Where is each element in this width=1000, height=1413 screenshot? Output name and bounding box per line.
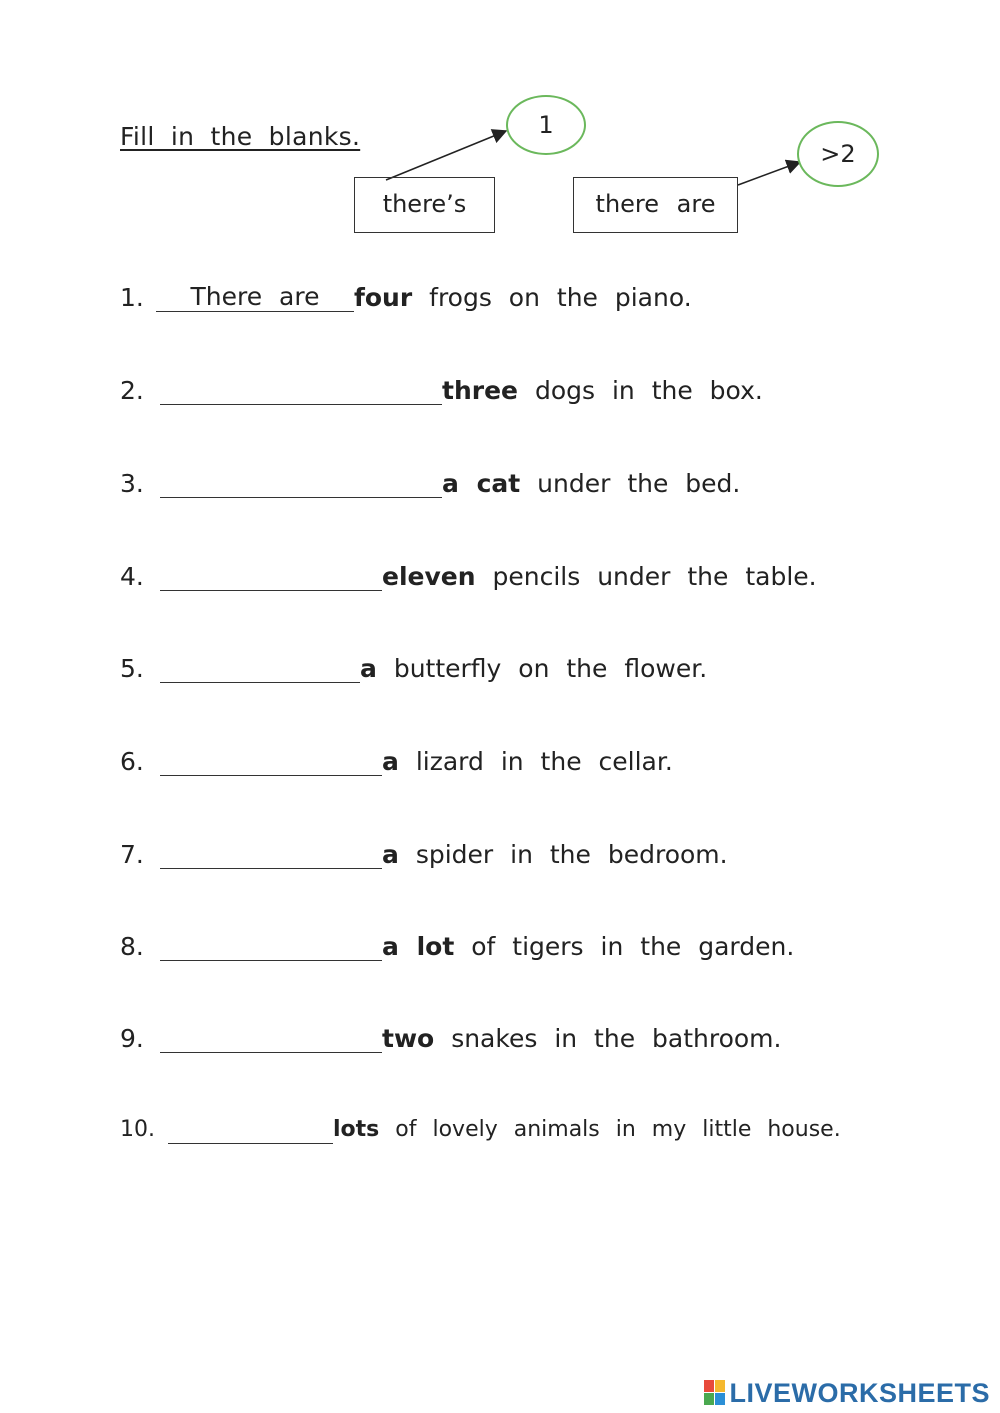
arrow-thereare-to-more: [738, 162, 800, 185]
list-item: [120, 371, 763, 411]
item-keyword: a: [382, 747, 399, 776]
word-box-there-are: there are: [573, 177, 738, 233]
item-text: of lovely animals in my little house.: [395, 1117, 841, 1142]
logo-blocks-icon: [704, 1380, 726, 1406]
answer-blank[interactable]: [160, 1023, 382, 1053]
item-text: dogs in the box.: [534, 376, 763, 405]
item-text: snakes in the bathroom.: [451, 1024, 782, 1053]
answer-blank[interactable]: [160, 746, 382, 776]
item-number: 10.: [120, 1117, 155, 1142]
item-number: 3.: [120, 469, 144, 498]
item-keyword: lots: [333, 1117, 380, 1142]
list-item: [120, 742, 673, 782]
item-number: 9.: [120, 1024, 144, 1053]
item-number: 6.: [120, 747, 144, 776]
item-number: 2.: [120, 376, 144, 405]
item-keyword: a cat: [442, 469, 521, 498]
answer-blank[interactable]: [160, 839, 382, 869]
word-box-theres: there’s: [354, 177, 495, 233]
list-item: [120, 278, 692, 318]
item-number: 4.: [120, 562, 144, 591]
list-item: [120, 835, 728, 875]
item-keyword: three: [442, 376, 518, 405]
item-text: butterfly on the flower.: [393, 654, 708, 683]
item-number: 1.: [120, 283, 144, 312]
item-number: 8.: [120, 932, 144, 961]
list-item: [120, 927, 794, 967]
liveworksheets-logo[interactable]: [704, 1376, 990, 1410]
answer-blank[interactable]: [160, 561, 382, 591]
item-text: of tigers in the garden.: [471, 932, 795, 961]
item-text: frogs on the piano.: [429, 283, 692, 312]
item-text: lizard in the cellar.: [415, 747, 673, 776]
item-keyword: a: [382, 840, 399, 869]
list-item: [120, 557, 817, 597]
item-keyword: eleven: [382, 562, 476, 591]
item-keyword: four: [354, 283, 413, 312]
item-keyword: two: [382, 1024, 435, 1053]
list-item: [120, 1019, 781, 1059]
answer-blank[interactable]: [160, 375, 442, 405]
bubble-one: 1: [506, 95, 586, 155]
logo-text: LIVEWORKSHEETS: [729, 1377, 990, 1408]
item-text: spider in the bedroom.: [415, 840, 728, 869]
answer-blank[interactable]: [160, 468, 442, 498]
bubble-more-than-two: >2: [797, 121, 879, 187]
list-item: [120, 649, 707, 689]
list-item: [120, 1110, 841, 1150]
list-item: [120, 464, 740, 504]
answer-blank[interactable]: [160, 653, 360, 683]
answer-blank[interactable]: There are: [156, 282, 354, 312]
arrow-theres-to-one: [386, 131, 506, 180]
answer-blank[interactable]: [168, 1114, 333, 1144]
item-text: under the bed.: [537, 469, 741, 498]
worksheet-title: Fill in the blanks.: [120, 122, 361, 151]
answer-blank[interactable]: [160, 931, 382, 961]
item-number: 7.: [120, 840, 144, 869]
item-text: pencils under the table.: [492, 562, 817, 591]
item-keyword: a lot: [382, 932, 455, 961]
item-number: 5.: [120, 654, 144, 683]
item-keyword: a: [360, 654, 377, 683]
